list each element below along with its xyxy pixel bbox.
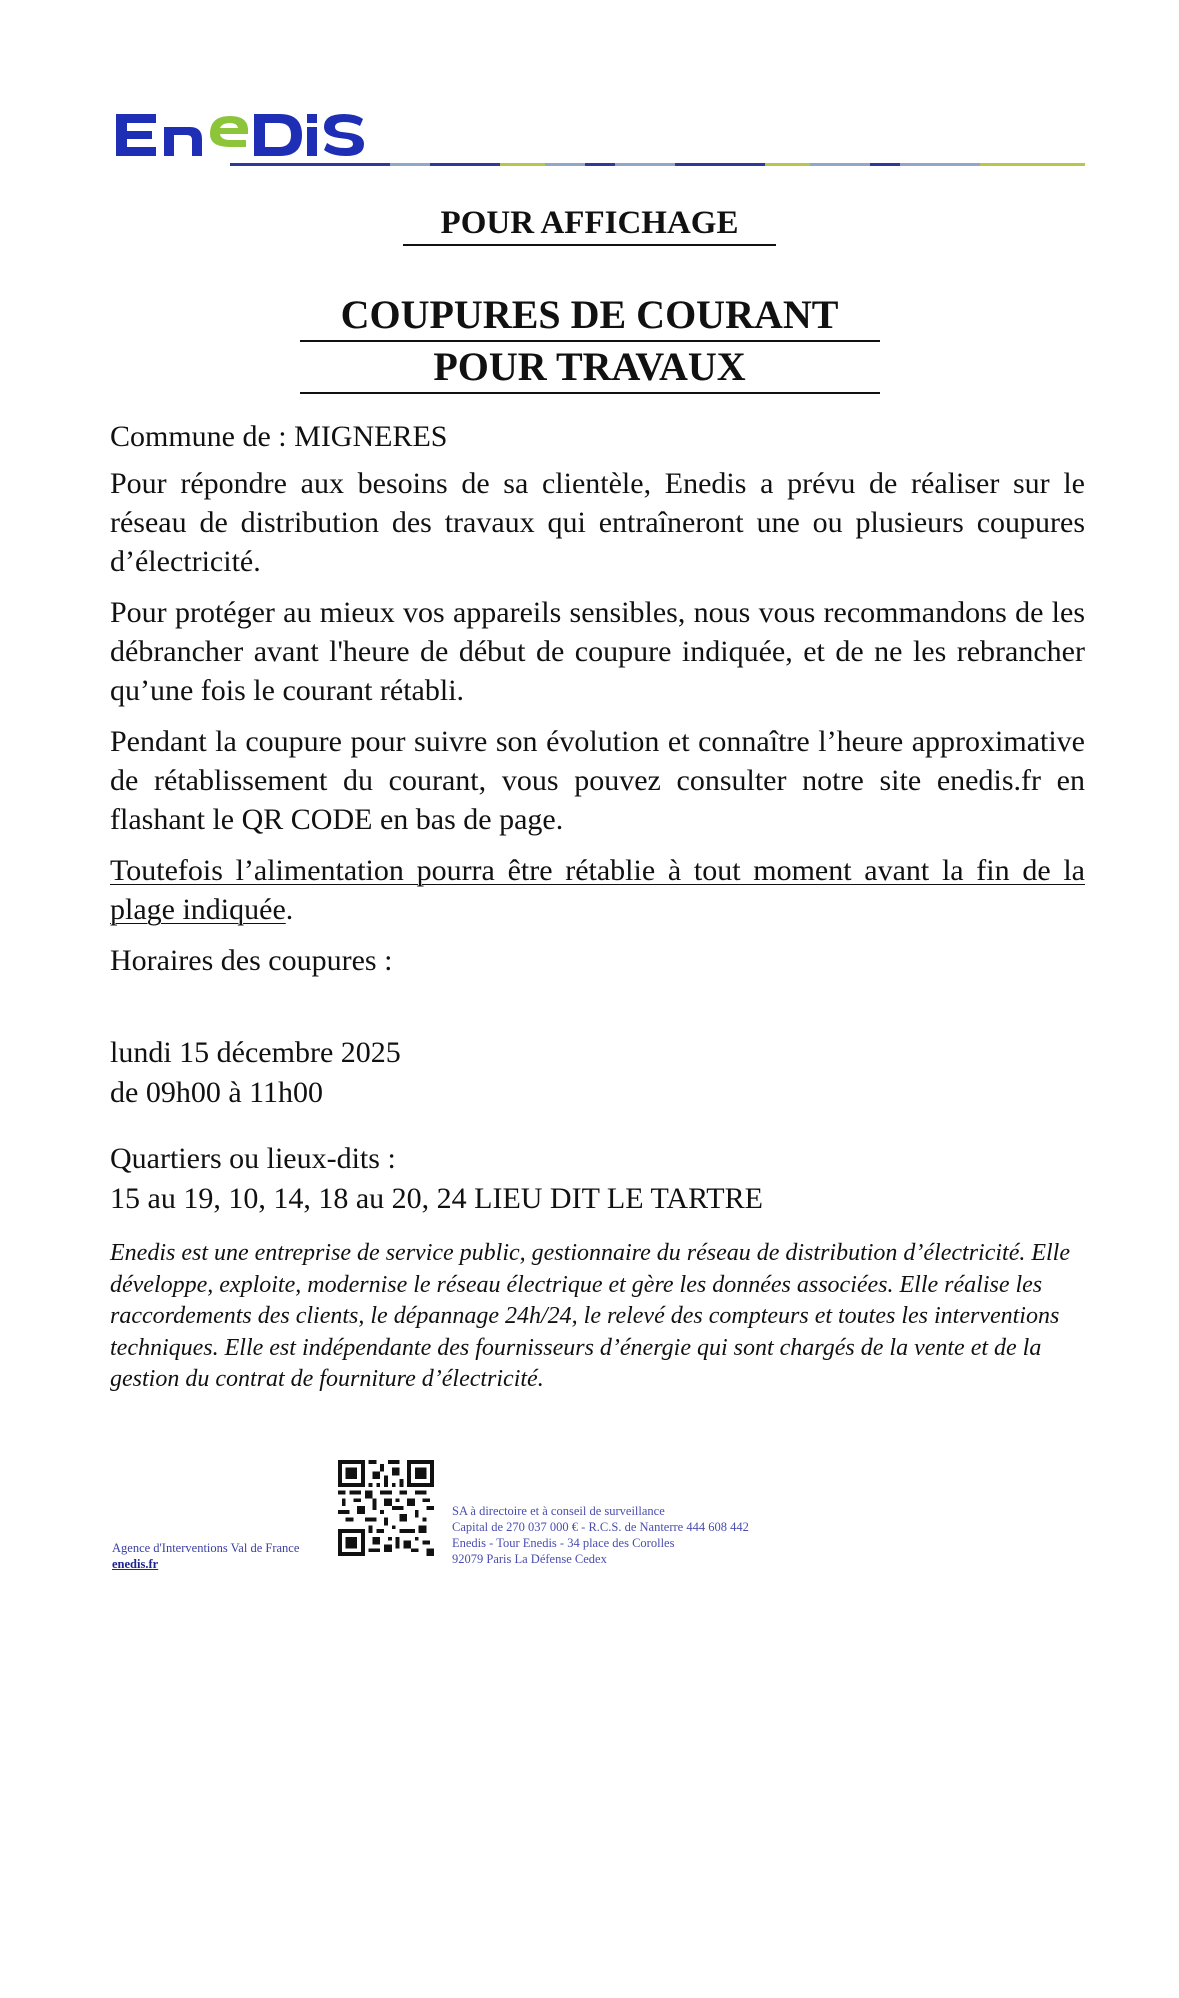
- horaires-label: Horaires des coupures :: [110, 944, 393, 977]
- legal-line-4: 92079 Paris La Défense Cedex: [452, 1552, 607, 1566]
- qr-code-icon[interactable]: [338, 1460, 434, 1556]
- paragraph-4: Toutefois l’alimentation pourra être rétablie à tout moment avant la fin de la plage indiquée.: [110, 854, 1085, 926]
- enedis-logo: [110, 100, 370, 170]
- pour-affichage-heading: POUR AFFICHAGE: [0, 205, 1179, 246]
- enedis-link[interactable]: enedis.fr: [112, 1557, 159, 1571]
- legal-line-1: SA à directoire et à conseil de surveillance: [452, 1504, 665, 1518]
- paragraph-1: Pour répondre aux besoins de sa clientèle, Enedis a prévu de réaliser sur le réseau de distribution des travaux qui entraîneront une ou plusieurs coupures d’électricité.: [110, 467, 1085, 578]
- agency-name: Agence d'Interventions Val de France: [112, 1541, 300, 1555]
- main-title: [0, 290, 1179, 394]
- quartiers-label: Quartiers ou lieux-dits :: [110, 1142, 396, 1175]
- brand-stripe: [230, 163, 1085, 166]
- footer-agency: [112, 1540, 299, 1572]
- commune-line: Commune de : MIGNERES: [110, 420, 448, 453]
- restoration-warning: Toutefois l’alimentation pourra être rétablie à tout moment avant la fin de la plage indiquée: [110, 854, 1085, 926]
- company-note: Enedis est une entreprise de service public, gestionnaire du réseau de distribution d’électricité. Elle développe, exploite, modernise le réseau électrique et gère les données associées. Elle réalise les raccordements des clients, le dépannage 24h/24, le relevé des compteurs et toutes les interventions techniques. Elle est indépendante des fournisseurs d’énergie qui sont chargés de la vente et de la gestion du contrat de fourniture d’électricité.: [110, 1240, 1070, 1392]
- paragraph-3: Pendant la coupure pour suivre son évolution et connaître l’heure approximative de rétablissement du courant, vous pouvez consulter notre site enedis.fr en flashant le QR CODE en bas de page.: [110, 725, 1085, 836]
- quartiers-value: 15 au 19, 10, 14, 18 au 20, 24 LIEU DIT LE TARTRE: [110, 1182, 763, 1215]
- schedule-time: de 09h00 à 11h00: [110, 1076, 324, 1109]
- schedule-block: [110, 1033, 401, 1113]
- legal-line-3: Enedis - Tour Enedis - 34 place des Corolles: [452, 1536, 675, 1550]
- title-line-2: POUR TRAVAUX: [300, 342, 880, 394]
- paragraph-2: Pour protéger au mieux vos appareils sensibles, nous vous recommandons de les débrancher avant l'heure de début de coupure indiquée, et de ne les rebrancher qu’une fois le courant rétabli.: [110, 596, 1085, 707]
- notice-body: [110, 417, 1085, 992]
- legal-line-2: Capital de 270 037 000 € - R.C.S. de Nanterre 444 608 442: [452, 1520, 749, 1534]
- footer-legal: [452, 1503, 749, 1567]
- quartiers-block: [110, 1139, 763, 1219]
- title-line-1: COUPURES DE COURANT: [300, 290, 880, 342]
- schedule-date: lundi 15 décembre 2025: [110, 1036, 401, 1069]
